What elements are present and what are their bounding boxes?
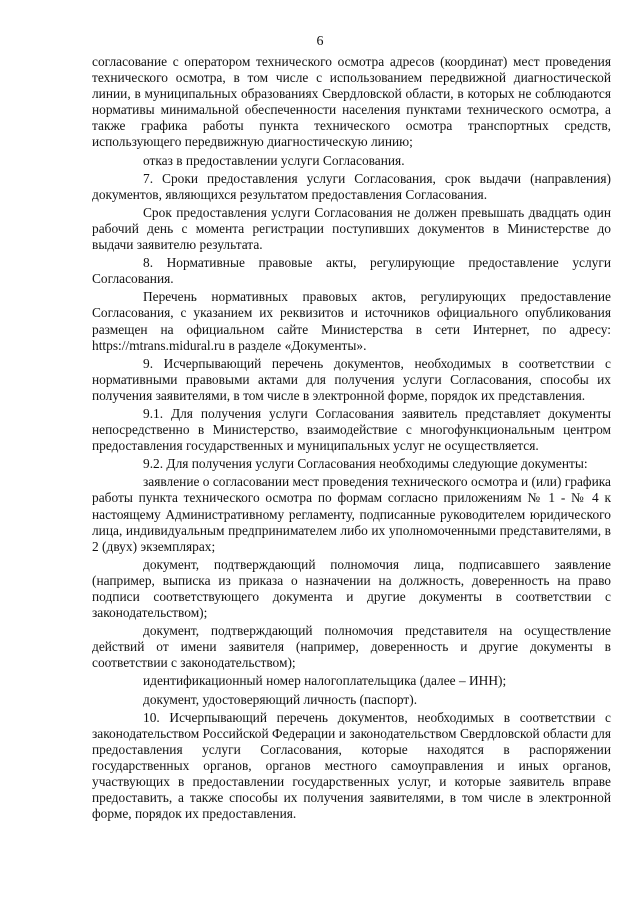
paragraph: документ, подтверждающий полномочия лица, подписавшего заявление (например, выписка из приказа о назначении на должность, доверенность на право подписи соответствующего документа и другие документы в соответствии с законодательством); [92, 556, 611, 621]
paragraph: документ, удостоверяющий личность (паспорт). [143, 691, 418, 707]
paragraph: заявление о согласовании мест проведения технического осмотра и (или) графика работы пункта технического осмотра по формам согласно приложениям № 1 - № 4 к настоящему Административному регламенту, подписанные руководителем юридического лица, индивидуальным предпринимателем либо их уполномоченными представителями, в 2 (двух) экземплярах; [92, 474, 611, 554]
paragraph: согласование с оператором технического осмотра адресов (координат) мест проведения технического осмотра, в том числе с использованием передвижной диагностической линии, в муниципальных образованиях Свердловской области, в которых не соблюдаются нормативы минимальной обеспеченности населения пунктами технического осмотра, а также графика работы пункта технического осмотра транспортных средств, использующего передвижную диагностическую линию; [92, 54, 611, 150]
paragraph: 10. Исчерпывающий перечень документов, необходимых в соответствии с законодательством Российской Федерации и законодательством Свердловской области для предоставления услуги Согласования, которые находятся в распоряжении государственных органов, органов местного самоуправления и иных органов, участвующих в предоставлении государственных услуг, и которые заявитель вправе предоставить, а также способы их получения заявителями, в том числе в электронной форме, порядок их предоставления. [92, 709, 611, 822]
paragraph: 9.1. Для получения услуги Согласования заявитель представляет документы непосредственно в Министерство, взаимодействие с многофункциональным центром предоставления государственных и муниципальных услуг не осуществляется. [92, 405, 611, 454]
paragraph: 8. Нормативные правовые акты, регулирующие предоставление услуги Согласования. [92, 255, 611, 287]
document-body [92, 54, 611, 824]
page-number: 6 [316, 34, 324, 49]
paragraph: документ, подтверждающий полномочия представителя на осуществление действий от имени заявителя (например, доверенность и другие документы в соответствии с законодательством); [92, 623, 611, 671]
paragraph: отказ в предоставлении услуги Согласования. [143, 152, 405, 168]
paragraph: 7. Сроки предоставления услуги Согласования, срок выдачи (направления) документов, являющихся результатом предоставления Согласования. [92, 170, 611, 202]
paragraph: 9.2. Для получения услуги Согласования необходимы следующие документы: [143, 456, 588, 472]
paragraph: Перечень нормативных правовых актов, регулирующих предоставление Согласования, с указанием их реквизитов и источников официального опубликования размещен на официальном сайте Министерства в сети Интернет, по адресу: https://mtrans.midural.ru в разделе «Документы». [92, 289, 611, 353]
paragraph: Срок предоставления услуги Согласования не должен превышать двадцать один рабочий день с момента регистрации поступивших документов в Министерстве до выдачи заявителю результата. [92, 204, 611, 253]
paragraph: 9. Исчерпывающий перечень документов, необходимых в соответствии с нормативными правовыми актами для получения услуги Согласования, способы их получения заявителями, в том числе в электронной форме, порядок их представления. [92, 355, 611, 403]
paragraph: идентификационный номер налогоплательщика (далее – ИНН); [143, 673, 507, 689]
